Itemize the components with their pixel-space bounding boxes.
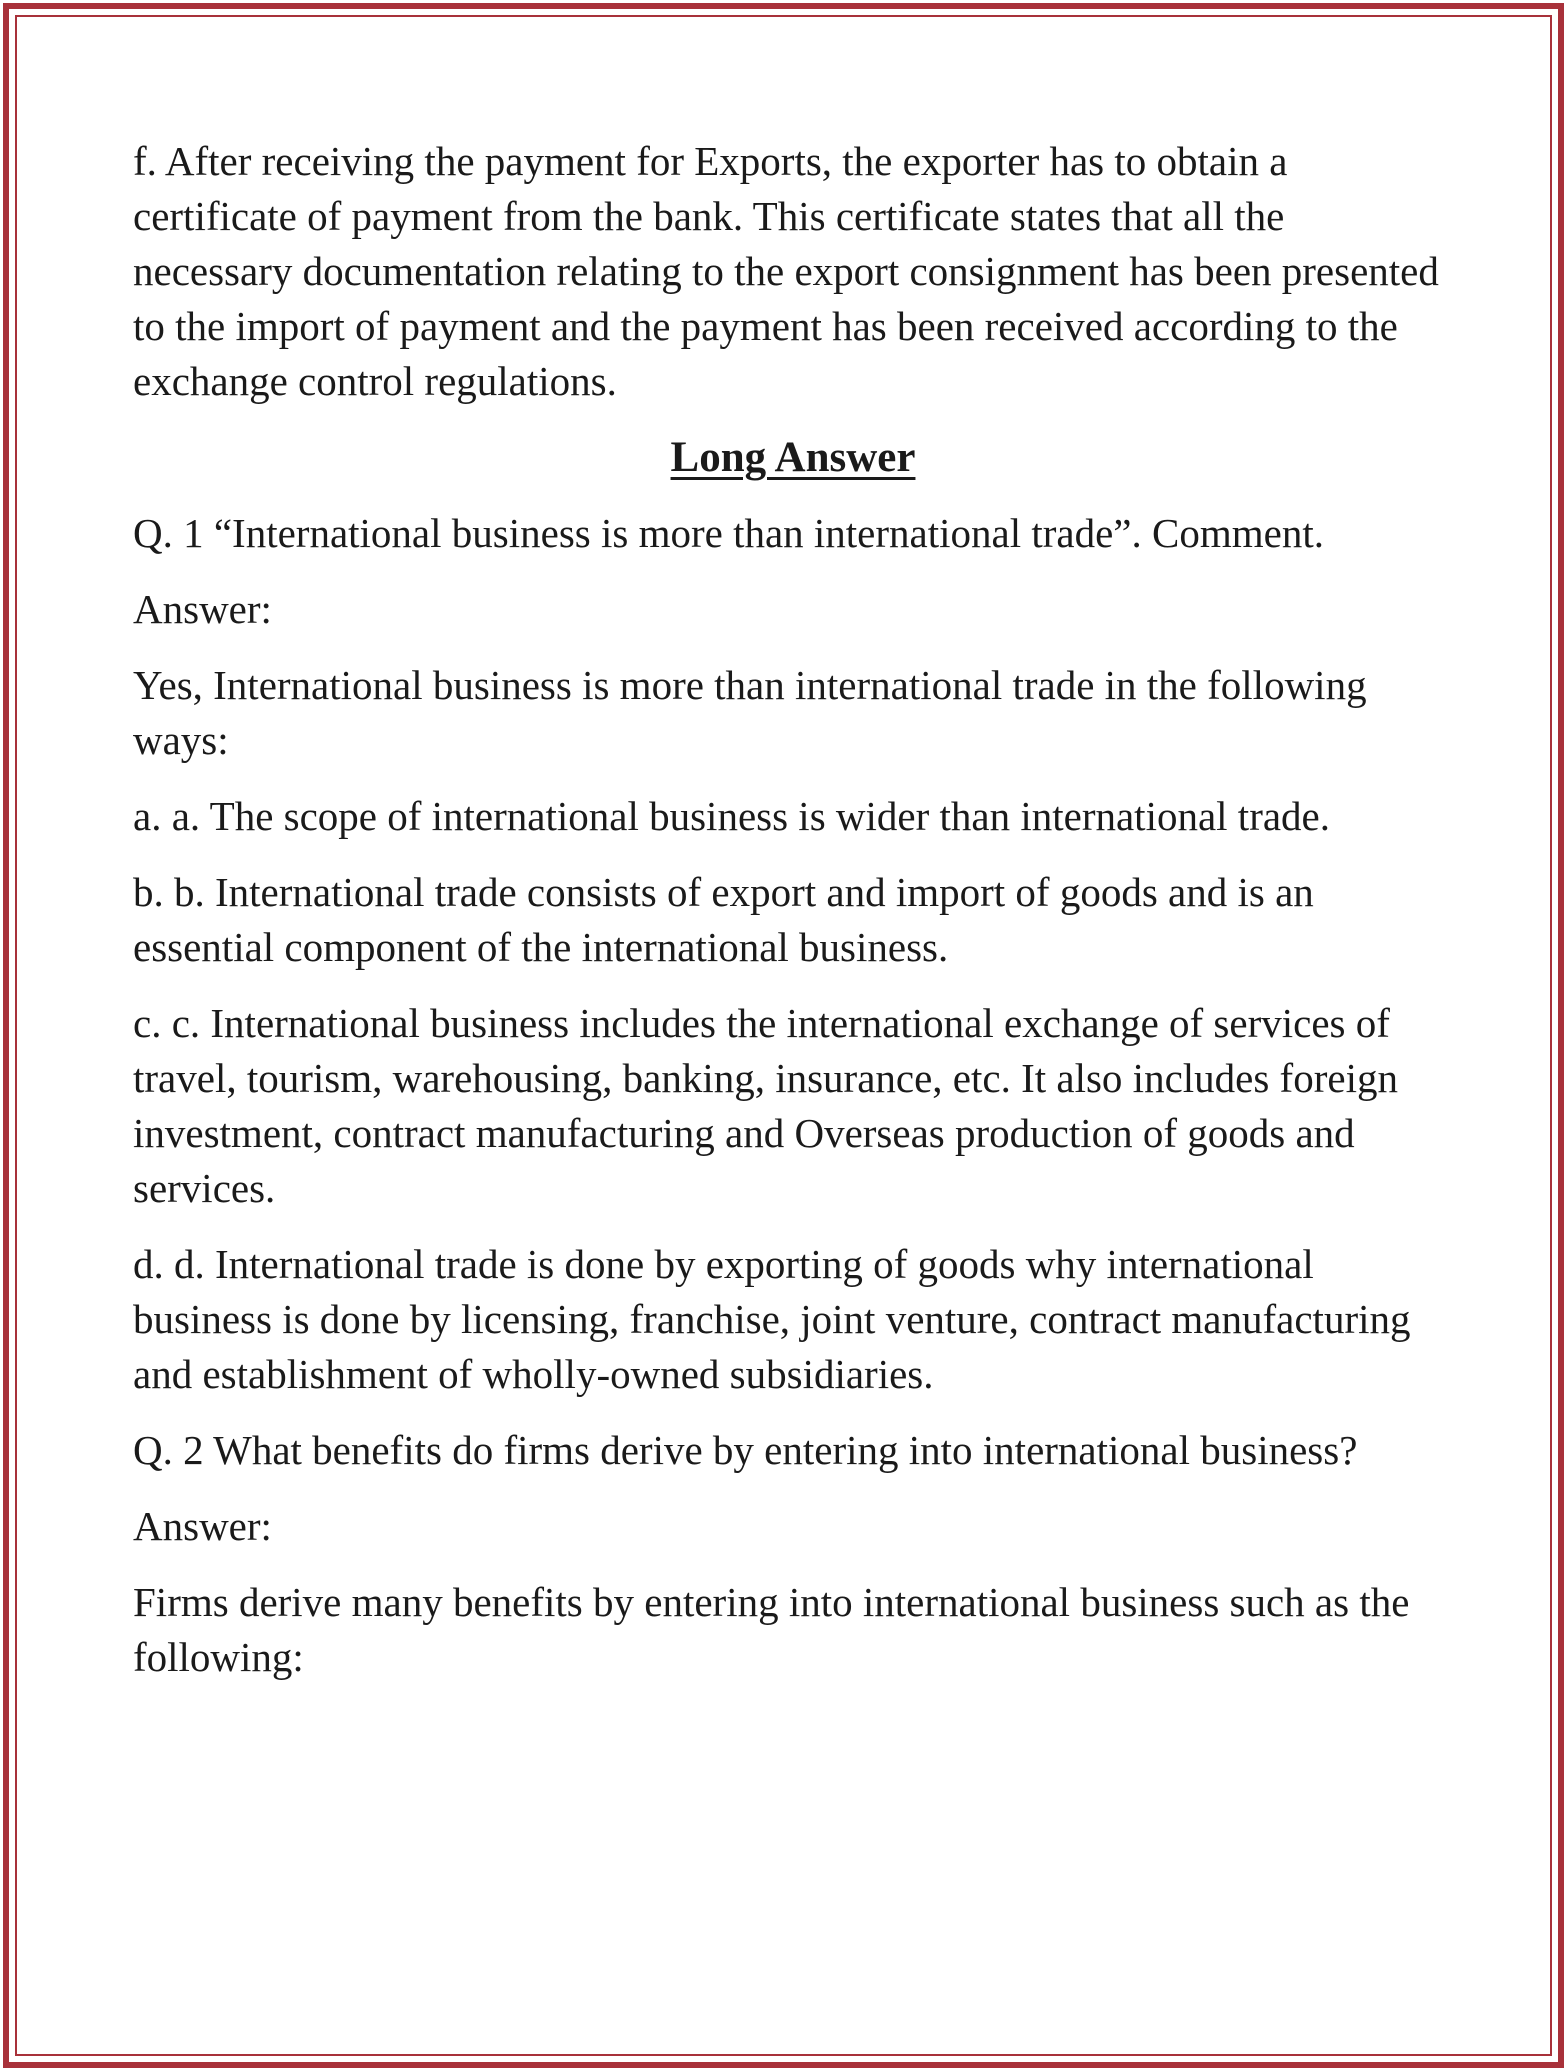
q2-answer-label: Answer: <box>133 1503 272 1549</box>
q1-answer-label: Answer: <box>133 586 272 632</box>
q1-point-b: b. b. International trade consists of export and import of goods and is an essential component of the international business. <box>133 869 1314 970</box>
q1-answer-lead: Yes, International business is more than international trade in the following ways: <box>133 662 1367 763</box>
section-heading: Long Answer <box>670 434 916 481</box>
document-body <box>133 134 1453 1685</box>
q1-point-c: c. c. International business includes the international exchange of services of travel, tourism, warehousing, banking, insurance, etc. It also includes foreign investment, contract manufacturing and Overseas production of goods and services. <box>133 1000 1398 1211</box>
intro-paragraph: f. After receiving the payment for Exports, the exporter has to obtain a certificate of payment from the bank. This certificate states that all the necessary documentation relating to the export consignment has been presented to the import of payment and the payment has been received according to the exchange control regulations. <box>133 138 1439 404</box>
q1-point-a: a. a. The scope of international business is wider than international trade. <box>133 793 1330 839</box>
q1-point-d: d. d. International trade is done by exporting of goods why international business is done by licensing, franchise, joint venture, contract manufacturing and establishment of wholly-owned subsidiaries. <box>133 1241 1411 1397</box>
q2-question: Q. 2 What benefits do firms derive by entering into international business? <box>133 1427 1358 1473</box>
q2-answer-lead: Firms derive many benefits by entering into international business such as the following: <box>133 1579 1410 1680</box>
q1-question: Q. 1 “International business is more than international trade”. Comment. <box>133 510 1324 556</box>
